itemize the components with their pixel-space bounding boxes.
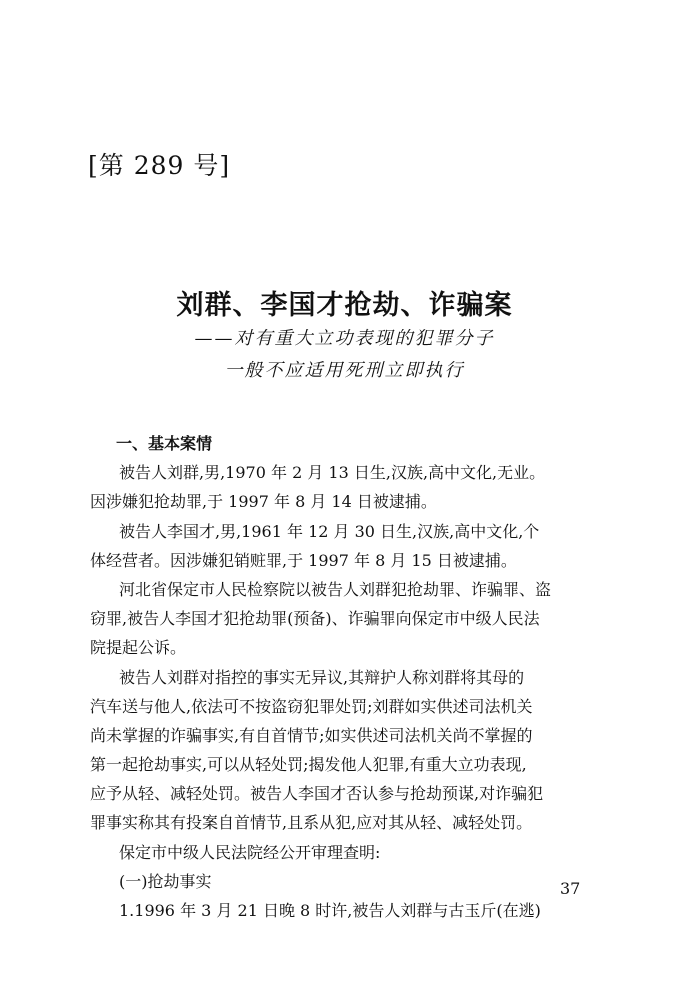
paragraph-line: 保定市中级人民法院经公开审理查明: — [119, 842, 381, 862]
section-heading: 一、基本案情 — [116, 434, 213, 453]
case-number: [第 289 号] — [88, 151, 231, 180]
paragraph-line: 窃罪,被告人李国才犯抢劫罪(预备)、诈骗罪向保定市中级人民法 — [90, 609, 540, 629]
paragraph-line: 罪事实称其有投案自首情节,且系从犯,应对其从轻、减轻处罚。 — [90, 813, 533, 833]
paragraph-line: 河北省保定市人民检察院以被告人刘群犯抢劫罪、诈骗罪、盗 — [119, 579, 552, 599]
paragraph-line: 应予从轻、减轻处罚。被告人李国才否认参与抢劫预谋,对诈骗犯 — [90, 784, 544, 804]
paragraph-line: 汽车送与他人,依法可不按盗窃犯罪处罚;刘群如实供述司法机关 — [90, 696, 533, 716]
paragraph-line: 因涉嫌犯抢劫罪,于 1997 年 8 月 14 日被逮捕。 — [90, 492, 437, 512]
paragraph-line: 被告人李国才,男,1961 年 12 月 30 日生,汉族,高中文化,个 — [119, 521, 540, 541]
paragraph-line: 第一起抢劫事实,可以从轻处罚;揭发他人犯罪,有重大立功表现, — [90, 755, 527, 775]
body-text — [90, 429, 598, 925]
paragraph-line: 被告人刘群对指控的事实无异议,其辩护人称刘群将其母的 — [119, 667, 525, 687]
subtitle-line-1: ——对有重大立功表现的犯罪分子 — [194, 328, 495, 349]
paragraph-line: (一)抢劫事实 — [119, 871, 212, 891]
case-title: 刘群、李国才抢劫、诈骗案 — [176, 290, 513, 321]
subtitle-line-2: 一般不应适用死刑立即执行 — [224, 360, 465, 381]
paragraph-line: 1.1996 年 3 月 21 日晚 8 时许,被告人刘群与古玉斤(在逃) — [119, 901, 541, 920]
paragraph-line: 被告人刘群,男,1970 年 2 月 13 日生,汉族,高中文化,无业。 — [119, 463, 546, 483]
paragraph-line: 院提起公诉。 — [90, 638, 187, 658]
paragraph-line: 尚未掌握的诈骗事实,有自首情节;如实供述司法机关尚不掌握的 — [90, 725, 533, 745]
page-number: 37 — [560, 879, 581, 898]
paragraph-line: 体经营者。因涉嫌犯销赃罪,于 1997 年 8 月 15 日被逮捕。 — [90, 550, 517, 570]
